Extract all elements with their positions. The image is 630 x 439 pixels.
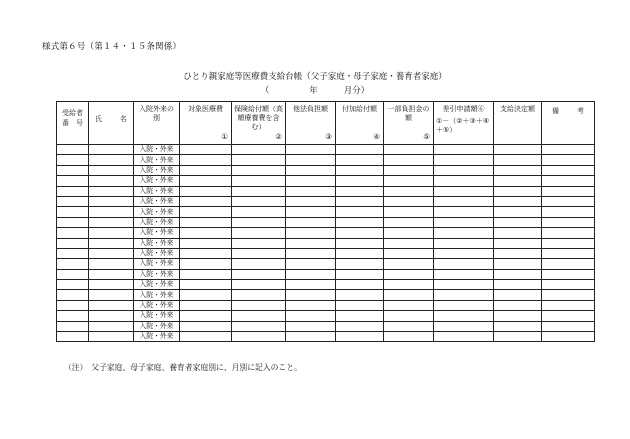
entry-cell[interactable] — [232, 300, 286, 310]
entry-cell[interactable] — [286, 280, 336, 290]
entry-cell[interactable] — [180, 165, 232, 175]
period-year-label: 年 — [309, 86, 318, 96]
entry-cell[interactable] — [542, 269, 595, 279]
inpatient-outpatient-cell: 入院・外来 — [134, 176, 180, 186]
entry-cell[interactable] — [89, 290, 134, 300]
entry-cell[interactable] — [180, 176, 232, 186]
entry-cell[interactable] — [494, 228, 542, 238]
table-row — [57, 196, 595, 206]
entry-cell[interactable] — [286, 196, 336, 206]
entry-cell[interactable] — [180, 290, 232, 300]
entry-cell[interactable] — [89, 207, 134, 217]
inpatient-outpatient-cell: 入院・外来 — [134, 321, 180, 331]
table-row — [57, 217, 595, 227]
table-row — [57, 311, 595, 321]
entry-cell[interactable] — [384, 332, 434, 342]
entry-cell[interactable] — [542, 196, 595, 206]
entry-cell[interactable] — [336, 321, 384, 331]
table-row — [57, 238, 595, 248]
entry-cell[interactable] — [180, 228, 232, 238]
entry-cell[interactable] — [384, 321, 434, 331]
entry-cell[interactable] — [232, 238, 286, 248]
entry-cell[interactable] — [232, 217, 286, 227]
entry-cell[interactable] — [494, 300, 542, 310]
entry-cell[interactable] — [336, 176, 384, 186]
entry-cell[interactable] — [232, 176, 286, 186]
entry-cell[interactable] — [57, 196, 89, 206]
header-covered-medical-cost — [180, 102, 232, 145]
entry-cell[interactable] — [180, 332, 232, 342]
entry-cell[interactable] — [89, 311, 134, 321]
entry-cell[interactable] — [542, 300, 595, 310]
inpatient-outpatient-cell: 入院・外来 — [134, 145, 180, 155]
entry-cell[interactable] — [336, 186, 384, 196]
entry-cell[interactable] — [232, 186, 286, 196]
entry-cell[interactable] — [434, 155, 494, 165]
form-number: 様式第６号（第１４・１５条関係） — [42, 42, 182, 52]
header-copayment — [384, 102, 434, 145]
entry-cell[interactable] — [89, 165, 134, 175]
entry-cell[interactable] — [434, 176, 494, 186]
entry-cell[interactable] — [434, 321, 494, 331]
entry-cell[interactable] — [180, 280, 232, 290]
header-copayment-label: 一部負担金の額 — [387, 105, 430, 122]
entry-cell[interactable] — [434, 311, 494, 321]
inpatient-outpatient-cell: 入院・外来 — [134, 248, 180, 258]
entry-cell[interactable] — [232, 269, 286, 279]
entry-cell[interactable] — [434, 280, 494, 290]
inpatient-outpatient-cell: 入院・外来 — [134, 165, 180, 175]
header-name — [89, 102, 134, 145]
entry-cell[interactable] — [494, 259, 542, 269]
entry-cell[interactable] — [336, 207, 384, 217]
inpatient-outpatient-cell: 入院・外来 — [134, 269, 180, 279]
entry-cell[interactable] — [434, 165, 494, 175]
document-title: ひとり親家庭等医療費支給台帳（父子家庭・母子家庭・養育者家庭） — [183, 72, 447, 82]
entry-cell[interactable] — [384, 228, 434, 238]
entry-cell[interactable] — [286, 165, 336, 175]
entry-cell[interactable] — [336, 217, 384, 227]
entry-cell[interactable] — [57, 165, 89, 175]
header-recipient-number — [57, 102, 89, 145]
entry-cell[interactable] — [286, 248, 336, 258]
entry-cell[interactable] — [57, 248, 89, 258]
entry-cell[interactable] — [494, 155, 542, 165]
entry-cell[interactable] — [180, 145, 232, 155]
entry-cell[interactable] — [494, 186, 542, 196]
entry-cell[interactable] — [180, 269, 232, 279]
header-other-law-burden-number: ③ — [325, 132, 332, 141]
entry-cell[interactable] — [336, 332, 384, 342]
table-row — [57, 280, 595, 290]
entry-cell[interactable] — [286, 259, 336, 269]
entry-cell[interactable] — [384, 176, 434, 186]
inpatient-outpatient-cell: 入院・外来 — [134, 155, 180, 165]
entry-cell[interactable] — [542, 311, 595, 321]
entry-cell[interactable] — [89, 321, 134, 331]
entry-cell[interactable] — [232, 311, 286, 321]
entry-cell[interactable] — [542, 207, 595, 217]
entry-cell[interactable] — [336, 290, 384, 300]
entry-cell[interactable] — [336, 155, 384, 165]
header-additional-benefit — [336, 102, 384, 145]
table-row — [57, 165, 595, 175]
entry-cell[interactable] — [89, 176, 134, 186]
header-covered-medical-cost-number: ① — [221, 132, 228, 141]
footnote-prefix: （注） — [64, 363, 84, 372]
table-row — [57, 259, 595, 269]
inpatient-outpatient-cell: 入院・外来 — [134, 290, 180, 300]
table-row — [57, 228, 595, 238]
entry-cell[interactable] — [89, 217, 134, 227]
entry-cell[interactable] — [494, 207, 542, 217]
entry-cell[interactable] — [286, 290, 336, 300]
header-other-law-burden — [286, 102, 336, 145]
entry-cell[interactable] — [542, 238, 595, 248]
entry-cell[interactable] — [336, 145, 384, 155]
entry-cell[interactable] — [434, 259, 494, 269]
entry-cell[interactable] — [494, 290, 542, 300]
entry-cell[interactable] — [434, 300, 494, 310]
entry-cell[interactable] — [542, 332, 595, 342]
entry-cell[interactable] — [180, 186, 232, 196]
entry-cell[interactable] — [434, 228, 494, 238]
footnote — [64, 362, 302, 373]
entry-cell[interactable] — [336, 238, 384, 248]
header-recipient-number-line1: 受給者 — [62, 109, 83, 117]
entry-cell[interactable] — [232, 207, 286, 217]
entry-cell[interactable] — [89, 280, 134, 290]
table-row — [57, 248, 595, 258]
entry-cell[interactable] — [542, 248, 595, 258]
entry-cell[interactable] — [384, 280, 434, 290]
entry-cell[interactable] — [384, 290, 434, 300]
entry-cell[interactable] — [494, 332, 542, 342]
entry-cell[interactable] — [57, 280, 89, 290]
entry-cell[interactable] — [232, 145, 286, 155]
entry-cell[interactable] — [286, 311, 336, 321]
entry-cell[interactable] — [434, 290, 494, 300]
entry-cell[interactable] — [434, 196, 494, 206]
entry-cell[interactable] — [232, 290, 286, 300]
table-row — [57, 207, 595, 217]
header-name-surname: 氏 — [95, 115, 102, 123]
entry-cell[interactable] — [232, 248, 286, 258]
entry-cell[interactable] — [434, 238, 494, 248]
entry-cell[interactable] — [180, 196, 232, 206]
table-row — [57, 186, 595, 196]
entry-cell[interactable] — [180, 248, 232, 258]
ledger-body — [57, 145, 595, 342]
period-month-label: 月分） — [343, 86, 370, 96]
entry-cell[interactable] — [434, 207, 494, 217]
entry-cell[interactable] — [286, 145, 336, 155]
inpatient-outpatient-cell: 入院・外来 — [134, 332, 180, 342]
entry-cell[interactable] — [180, 300, 232, 310]
entry-cell[interactable] — [384, 217, 434, 227]
entry-cell[interactable] — [384, 155, 434, 165]
entry-cell[interactable] — [286, 176, 336, 186]
entry-cell[interactable] — [494, 238, 542, 248]
entry-cell[interactable] — [336, 259, 384, 269]
header-row — [57, 102, 595, 145]
inpatient-outpatient-cell: 入院・外来 — [134, 300, 180, 310]
entry-cell[interactable] — [57, 259, 89, 269]
entry-cell[interactable] — [286, 269, 336, 279]
entry-cell[interactable] — [384, 238, 434, 248]
header-covered-medical-cost-label: 対象医療費 — [188, 105, 223, 113]
entry-cell[interactable] — [384, 259, 434, 269]
entry-cell[interactable] — [180, 311, 232, 321]
period-line — [0, 84, 630, 96]
header-insurance-benefit-number: ② — [275, 132, 282, 141]
table-row — [57, 155, 595, 165]
entry-cell[interactable] — [286, 238, 336, 248]
header-additional-benefit-label: 付加給付額 — [342, 105, 377, 113]
entry-cell[interactable] — [336, 196, 384, 206]
entry-cell[interactable] — [384, 145, 434, 155]
entry-cell[interactable] — [494, 196, 542, 206]
entry-cell[interactable] — [434, 248, 494, 258]
entry-cell[interactable] — [336, 228, 384, 238]
entry-cell[interactable] — [384, 165, 434, 175]
entry-cell[interactable] — [434, 332, 494, 342]
header-other-law-burden-label: 他法負担額 — [293, 105, 328, 113]
entry-cell[interactable] — [336, 248, 384, 258]
table-row — [57, 269, 595, 279]
entry-cell[interactable] — [89, 145, 134, 155]
entry-cell[interactable] — [232, 165, 286, 175]
entry-cell[interactable] — [286, 155, 336, 165]
entry-cell[interactable] — [286, 217, 336, 227]
entry-cell[interactable] — [542, 186, 595, 196]
header-decided-amount — [494, 102, 542, 145]
entry-cell[interactable] — [232, 155, 286, 165]
header-name-given: 名 — [120, 115, 127, 123]
entry-cell[interactable] — [434, 145, 494, 155]
entry-cell[interactable] — [180, 207, 232, 217]
entry-cell[interactable] — [57, 145, 89, 155]
table-row — [57, 332, 595, 342]
entry-cell[interactable] — [57, 228, 89, 238]
entry-cell[interactable] — [180, 238, 232, 248]
entry-cell[interactable] — [336, 165, 384, 175]
entry-cell[interactable] — [89, 248, 134, 258]
header-recipient-number-line2: 番 号 — [62, 119, 83, 127]
header-remarks — [542, 102, 595, 145]
entry-cell[interactable] — [494, 248, 542, 258]
period-open: （ — [260, 86, 270, 96]
entry-cell[interactable] — [232, 259, 286, 269]
entry-cell[interactable] — [494, 321, 542, 331]
footnote-text: 父子家庭、母子家庭、養育者家庭別に、月別に記入のこと。 — [91, 363, 302, 372]
entry-cell[interactable] — [232, 196, 286, 206]
benefit-ledger-table — [56, 101, 595, 342]
entry-cell[interactable] — [89, 259, 134, 269]
header-net-claim-label: 差引申請額⑥ — [442, 105, 485, 113]
entry-cell[interactable] — [57, 217, 89, 227]
header-net-claim — [434, 102, 494, 145]
entry-cell[interactable] — [336, 311, 384, 321]
inpatient-outpatient-cell: 入院・外来 — [134, 228, 180, 238]
entry-cell[interactable] — [57, 269, 89, 279]
header-inpatient-outpatient — [134, 102, 180, 145]
header-remarks-char1: 備 — [552, 107, 559, 115]
entry-cell[interactable] — [542, 176, 595, 186]
entry-cell[interactable] — [180, 321, 232, 331]
entry-cell[interactable] — [89, 186, 134, 196]
table-row — [57, 176, 595, 186]
entry-cell[interactable] — [232, 321, 286, 331]
entry-cell[interactable] — [286, 228, 336, 238]
entry-cell[interactable] — [384, 207, 434, 217]
table-row — [57, 290, 595, 300]
header-decided-amount-label: 支給決定額 — [500, 105, 535, 113]
table-row — [57, 321, 595, 331]
entry-cell[interactable] — [542, 217, 595, 227]
entry-cell[interactable] — [57, 238, 89, 248]
entry-cell[interactable] — [434, 269, 494, 279]
entry-cell[interactable] — [384, 269, 434, 279]
entry-cell[interactable] — [286, 186, 336, 196]
entry-cell[interactable] — [89, 269, 134, 279]
table-row — [57, 145, 595, 155]
entry-cell[interactable] — [89, 155, 134, 165]
entry-cell[interactable] — [494, 165, 542, 175]
header-remarks-char2: 考 — [577, 107, 584, 115]
entry-cell[interactable] — [384, 186, 434, 196]
entry-cell[interactable] — [57, 207, 89, 217]
entry-cell[interactable] — [542, 155, 595, 165]
entry-cell[interactable] — [232, 332, 286, 342]
entry-cell[interactable] — [180, 217, 232, 227]
entry-cell[interactable] — [542, 321, 595, 331]
entry-cell[interactable] — [336, 269, 384, 279]
inpatient-outpatient-cell: 入院・外来 — [134, 196, 180, 206]
entry-cell[interactable] — [232, 228, 286, 238]
entry-cell[interactable] — [180, 259, 232, 269]
entry-cell[interactable] — [57, 321, 89, 331]
entry-cell[interactable] — [434, 217, 494, 227]
entry-cell[interactable] — [57, 176, 89, 186]
entry-cell[interactable] — [384, 196, 434, 206]
entry-cell[interactable] — [494, 217, 542, 227]
entry-cell[interactable] — [494, 280, 542, 290]
header-insurance-benefit — [232, 102, 286, 145]
header-additional-benefit-number: ④ — [373, 132, 380, 141]
entry-cell[interactable] — [286, 321, 336, 331]
entry-cell[interactable] — [57, 186, 89, 196]
entry-cell[interactable] — [57, 332, 89, 342]
inpatient-outpatient-cell: 入院・外来 — [134, 259, 180, 269]
inpatient-outpatient-cell: 入院・外来 — [134, 186, 180, 196]
entry-cell[interactable] — [542, 145, 595, 155]
entry-cell[interactable] — [57, 300, 89, 310]
entry-cell[interactable] — [494, 176, 542, 186]
entry-cell[interactable] — [232, 280, 286, 290]
header-copayment-number: ⑤ — [423, 132, 430, 141]
entry-cell[interactable] — [494, 311, 542, 321]
entry-cell[interactable] — [57, 290, 89, 300]
header-inpatient-outpatient-label: 入院外来の別 — [139, 105, 174, 122]
entry-cell[interactable] — [286, 300, 336, 310]
inpatient-outpatient-cell: 入院・外来 — [134, 280, 180, 290]
inpatient-outpatient-cell: 入院・外来 — [134, 207, 180, 217]
entry-cell[interactable] — [542, 165, 595, 175]
table-row — [57, 300, 595, 310]
entry-cell[interactable] — [89, 332, 134, 342]
entry-cell[interactable] — [434, 186, 494, 196]
entry-cell[interactable] — [494, 269, 542, 279]
entry-cell[interactable] — [336, 280, 384, 290]
entry-cell[interactable] — [286, 332, 336, 342]
inpatient-outpatient-cell: 入院・外来 — [134, 217, 180, 227]
header-net-claim-formula: ①－（②＋③＋④＋⑤） — [436, 117, 490, 134]
entry-cell[interactable] — [89, 228, 134, 238]
entry-cell[interactable] — [180, 155, 232, 165]
entry-cell[interactable] — [542, 228, 595, 238]
header-insurance-benefit-label: 保険給付額（高額療養費を含む） — [234, 105, 283, 131]
entry-cell[interactable] — [57, 155, 89, 165]
entry-cell[interactable] — [89, 196, 134, 206]
entry-cell[interactable] — [542, 259, 595, 269]
entry-cell[interactable] — [542, 290, 595, 300]
entry-cell[interactable] — [89, 300, 134, 310]
entry-cell[interactable] — [89, 238, 134, 248]
inpatient-outpatient-cell: 入院・外来 — [134, 238, 180, 248]
entry-cell[interactable] — [494, 145, 542, 155]
entry-cell[interactable] — [542, 280, 595, 290]
entry-cell[interactable] — [384, 248, 434, 258]
entry-cell[interactable] — [384, 311, 434, 321]
entry-cell[interactable] — [384, 300, 434, 310]
entry-cell[interactable] — [286, 207, 336, 217]
entry-cell[interactable] — [336, 300, 384, 310]
inpatient-outpatient-cell: 入院・外来 — [134, 311, 180, 321]
entry-cell[interactable] — [57, 311, 89, 321]
